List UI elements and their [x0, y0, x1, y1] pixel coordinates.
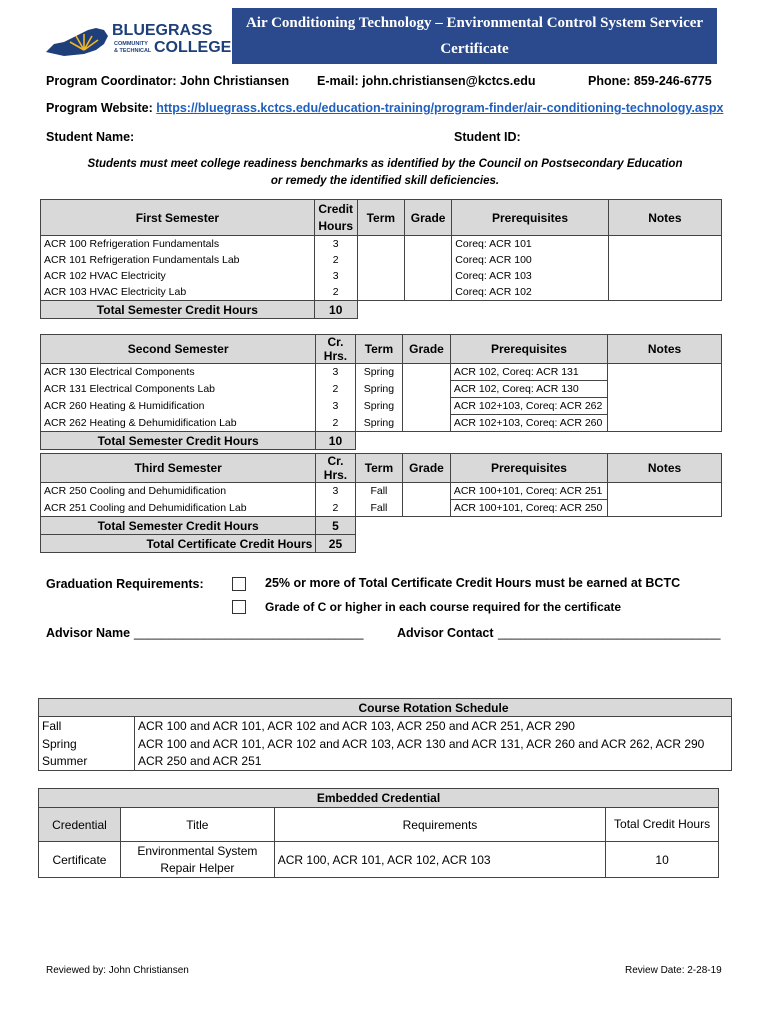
grade — [404, 284, 451, 301]
program-coordinator: Program Coordinator: John Christiansen — [46, 74, 290, 88]
prereq: Coreq: ACR 103 — [452, 268, 608, 284]
prereq: ACR 100+101, Coreq: ACR 250 — [450, 500, 607, 517]
rotation-courses: ACR 100 and ACR 101, ACR 102 and ACR 103, ACR 250 and ACR 251, ACR 290 — [135, 717, 732, 735]
title-line2: Certificate — [440, 41, 509, 57]
term: Fall — [355, 483, 403, 500]
readiness-note-line1: Students must meet college readiness benchmarks as identified by the Council on Postsecondary Education — [87, 158, 683, 170]
notes — [608, 284, 721, 301]
sem3-header-course: Third Semester — [41, 454, 316, 483]
table-row — [41, 252, 722, 268]
sem1-header-term: Term — [357, 200, 404, 236]
term — [357, 252, 404, 268]
term: Fall — [355, 500, 403, 517]
sem2-total-row — [41, 432, 722, 450]
prereq: Coreq: ACR 101 — [452, 236, 608, 253]
table-row — [39, 717, 732, 735]
readiness-note-line2: or remedy the identified skill deficiencies. — [270, 175, 500, 187]
course-name: ACR 260 Heating & Humidification — [41, 398, 316, 415]
sem1-header-notes: Notes — [608, 200, 721, 236]
course-name: ACR 103 HVAC Electricity Lab — [41, 284, 315, 301]
notes — [608, 268, 721, 284]
table-row — [41, 268, 722, 284]
grade — [403, 483, 451, 500]
requirement2-text: Grade of C or higher in each course required for the certificate — [265, 600, 622, 614]
credit-hours: 2 — [314, 284, 357, 301]
term: Spring — [355, 398, 403, 415]
embedded-hours: 10 — [606, 842, 719, 878]
grade — [404, 236, 451, 253]
embedded-requirements: ACR 100, ACR 101, ACR 102, ACR 103 — [274, 842, 605, 878]
credit-hours: 2 — [314, 252, 357, 268]
course-name: ACR 251 Cooling and Dehumidification Lab — [41, 500, 316, 517]
rotation-term: Summer — [39, 753, 135, 771]
credit-hours: 2 — [316, 415, 355, 432]
program-website — [46, 101, 723, 115]
notes — [608, 252, 721, 268]
course-name: ACR 250 Cooling and Dehumidification — [41, 483, 316, 500]
review-date: Review Date: 2-28-19 — [625, 965, 722, 976]
notes — [608, 415, 722, 432]
prereq: ACR 102+103, Coreq: ACR 260 — [450, 415, 607, 432]
sem2-total-label: Total Semester Credit Hours — [41, 432, 316, 450]
kentucky-sun-icon — [44, 16, 114, 58]
sem3-header-term: Term — [355, 454, 403, 483]
notes — [608, 500, 722, 517]
embedded-header-requirements: Requirements — [274, 808, 605, 842]
credit-hours: 3 — [314, 236, 357, 253]
prereq: ACR 102, Coreq: ACR 131 — [450, 364, 607, 381]
term: Spring — [355, 381, 403, 398]
sem3-total-label: Total Semester Credit Hours — [41, 517, 316, 535]
grade — [404, 268, 451, 284]
third-semester-table — [40, 453, 722, 553]
reviewed-by: Reviewed by: John Christiansen — [46, 965, 189, 976]
notes — [608, 364, 722, 381]
first-semester-table — [40, 199, 722, 319]
prereq: ACR 102+103, Coreq: ACR 262 — [450, 398, 607, 415]
requirement1-text: 25% or more of Total Certificate Credit Hours must be earned at BCTC — [265, 576, 681, 590]
title-line1: Air Conditioning Technology – Environmental Control System Servicer — [245, 15, 704, 31]
rotation-term: Fall — [39, 717, 135, 735]
student-id-label: Student ID: — [454, 130, 521, 144]
term — [357, 236, 404, 253]
course-name: ACR 101 Refrigeration Fundamentals Lab — [41, 252, 315, 268]
rotation-title: Course Rotation Schedule — [39, 699, 732, 717]
program-website-link[interactable]: https://bluegrass.kctcs.edu/education-training/program-finder/air-conditioning-technology.aspx — [156, 101, 724, 115]
sem1-total-hours: 10 — [314, 301, 357, 319]
sem2-header-course: Second Semester — [41, 335, 316, 364]
requirement2-checkbox[interactable] — [232, 600, 246, 614]
course-name: ACR 131 Electrical Components Lab — [41, 381, 316, 398]
sem1-header-prereq: Prerequisites — [452, 200, 608, 236]
table-row — [41, 500, 722, 517]
notes — [608, 398, 722, 415]
embedded-credential-table — [38, 788, 719, 878]
table-row — [41, 236, 722, 253]
college-logo — [44, 16, 232, 58]
rotation-schedule-table — [38, 698, 732, 771]
credit-hours: 2 — [316, 500, 355, 517]
notes — [608, 381, 722, 398]
logo-name-line1: BLUEGRASS — [112, 22, 213, 39]
embedded-header-credential: Credential — [39, 808, 121, 842]
term — [357, 284, 404, 301]
second-semester-table — [40, 334, 722, 450]
sem3-header-prereq: Prerequisites — [450, 454, 607, 483]
program-website-label: Program Website: — [46, 101, 153, 115]
course-name: ACR 100 Refrigeration Fundamentals — [41, 236, 315, 253]
student-name-label: Student Name: — [46, 130, 135, 144]
grade — [403, 381, 451, 398]
embedded-header-hours: Total Credit Hours — [606, 808, 719, 842]
credit-hours: 3 — [316, 398, 355, 415]
sem1-header-hours: Credit Hours — [314, 200, 357, 236]
prereq: ACR 102, Coreq: ACR 130 — [450, 381, 607, 398]
sem1-total-row — [41, 301, 722, 319]
notes — [608, 483, 722, 500]
advisor-name-label: Advisor Name — [46, 626, 131, 640]
sem2-header-hours: Cr. Hrs. — [316, 335, 355, 364]
table-row — [41, 284, 722, 301]
credit-hours: 3 — [314, 268, 357, 284]
embedded-header-title: Title — [120, 808, 274, 842]
sem2-total-hours: 10 — [316, 432, 355, 450]
grade — [403, 415, 451, 432]
table-row — [39, 735, 732, 753]
sem3-header-grade: Grade — [403, 454, 451, 483]
term — [357, 268, 404, 284]
sem3-total-row — [41, 517, 722, 535]
rotation-courses: ACR 100 and ACR 101, ACR 102 and ACR 103, ACR 130 and ACR 131, ACR 260 and ACR 262, ACR 290 — [135, 735, 732, 753]
rotation-term: Spring — [39, 735, 135, 753]
grade — [403, 500, 451, 517]
table-row — [41, 483, 722, 500]
embedded-credential-title: Environmental System Repair Helper — [120, 842, 274, 878]
advisor-name-line: _________________________________ — [134, 626, 364, 640]
credit-hours: 2 — [316, 381, 355, 398]
prereq: ACR 100+101, Coreq: ACR 251 — [450, 483, 607, 500]
notes — [608, 236, 721, 253]
sem3-header-notes: Notes — [608, 454, 722, 483]
embedded-title: Embedded Credential — [39, 789, 719, 808]
coordinator-email: E-mail: john.christiansen@kctcs.edu — [317, 74, 536, 88]
prereq: Coreq: ACR 102 — [452, 284, 608, 301]
coordinator-phone: Phone: 859-246-6775 — [588, 74, 712, 88]
credit-hours: 3 — [316, 364, 355, 381]
table-row — [39, 753, 732, 771]
sem3-total-hours: 5 — [316, 517, 355, 535]
sem2-header-term: Term — [355, 335, 403, 364]
sem1-header-grade: Grade — [404, 200, 451, 236]
logo-name-line2b: & TECHNICAL — [114, 48, 152, 54]
term: Spring — [355, 415, 403, 432]
cert-total-row — [41, 535, 722, 553]
sem3-header-hours: Cr. Hrs. — [316, 454, 355, 483]
course-name: ACR 130 Electrical Components — [41, 364, 316, 381]
cert-total-hours: 25 — [316, 535, 355, 553]
course-name: ACR 262 Heating & Dehumidification Lab — [41, 415, 316, 432]
readiness-note — [60, 156, 710, 190]
prereq: Coreq: ACR 100 — [452, 252, 608, 268]
cert-total-label: Total Certificate Credit Hours — [41, 535, 316, 553]
table-row — [41, 415, 722, 432]
credit-hours: 3 — [316, 483, 355, 500]
logo-name-line3: COLLEGE — [154, 39, 232, 56]
term: Spring — [355, 364, 403, 381]
table-row — [41, 398, 722, 415]
sem1-total-label: Total Semester Credit Hours — [41, 301, 315, 319]
document-title — [232, 8, 717, 64]
logo-name-line2a: COMMUNITY — [114, 41, 148, 47]
sem2-header-grade: Grade — [403, 335, 451, 364]
advisor-contact-label: Advisor Contact — [397, 626, 494, 640]
sem2-header-notes: Notes — [608, 335, 722, 364]
grade — [403, 398, 451, 415]
sem1-header-course: First Semester — [41, 200, 315, 236]
table-row — [41, 381, 722, 398]
table-row — [41, 364, 722, 381]
advisor-contact-line: ________________________________ — [498, 626, 721, 640]
course-name: ACR 102 HVAC Electricity — [41, 268, 315, 284]
table-row — [39, 842, 719, 878]
graduation-label: Graduation Requirements: — [46, 577, 204, 591]
grade — [403, 364, 451, 381]
grade — [404, 252, 451, 268]
requirement1-checkbox[interactable] — [232, 577, 246, 591]
rotation-courses: ACR 250 and ACR 251 — [135, 753, 732, 771]
embedded-credential: Certificate — [39, 842, 121, 878]
sem2-header-prereq: Prerequisites — [450, 335, 607, 364]
